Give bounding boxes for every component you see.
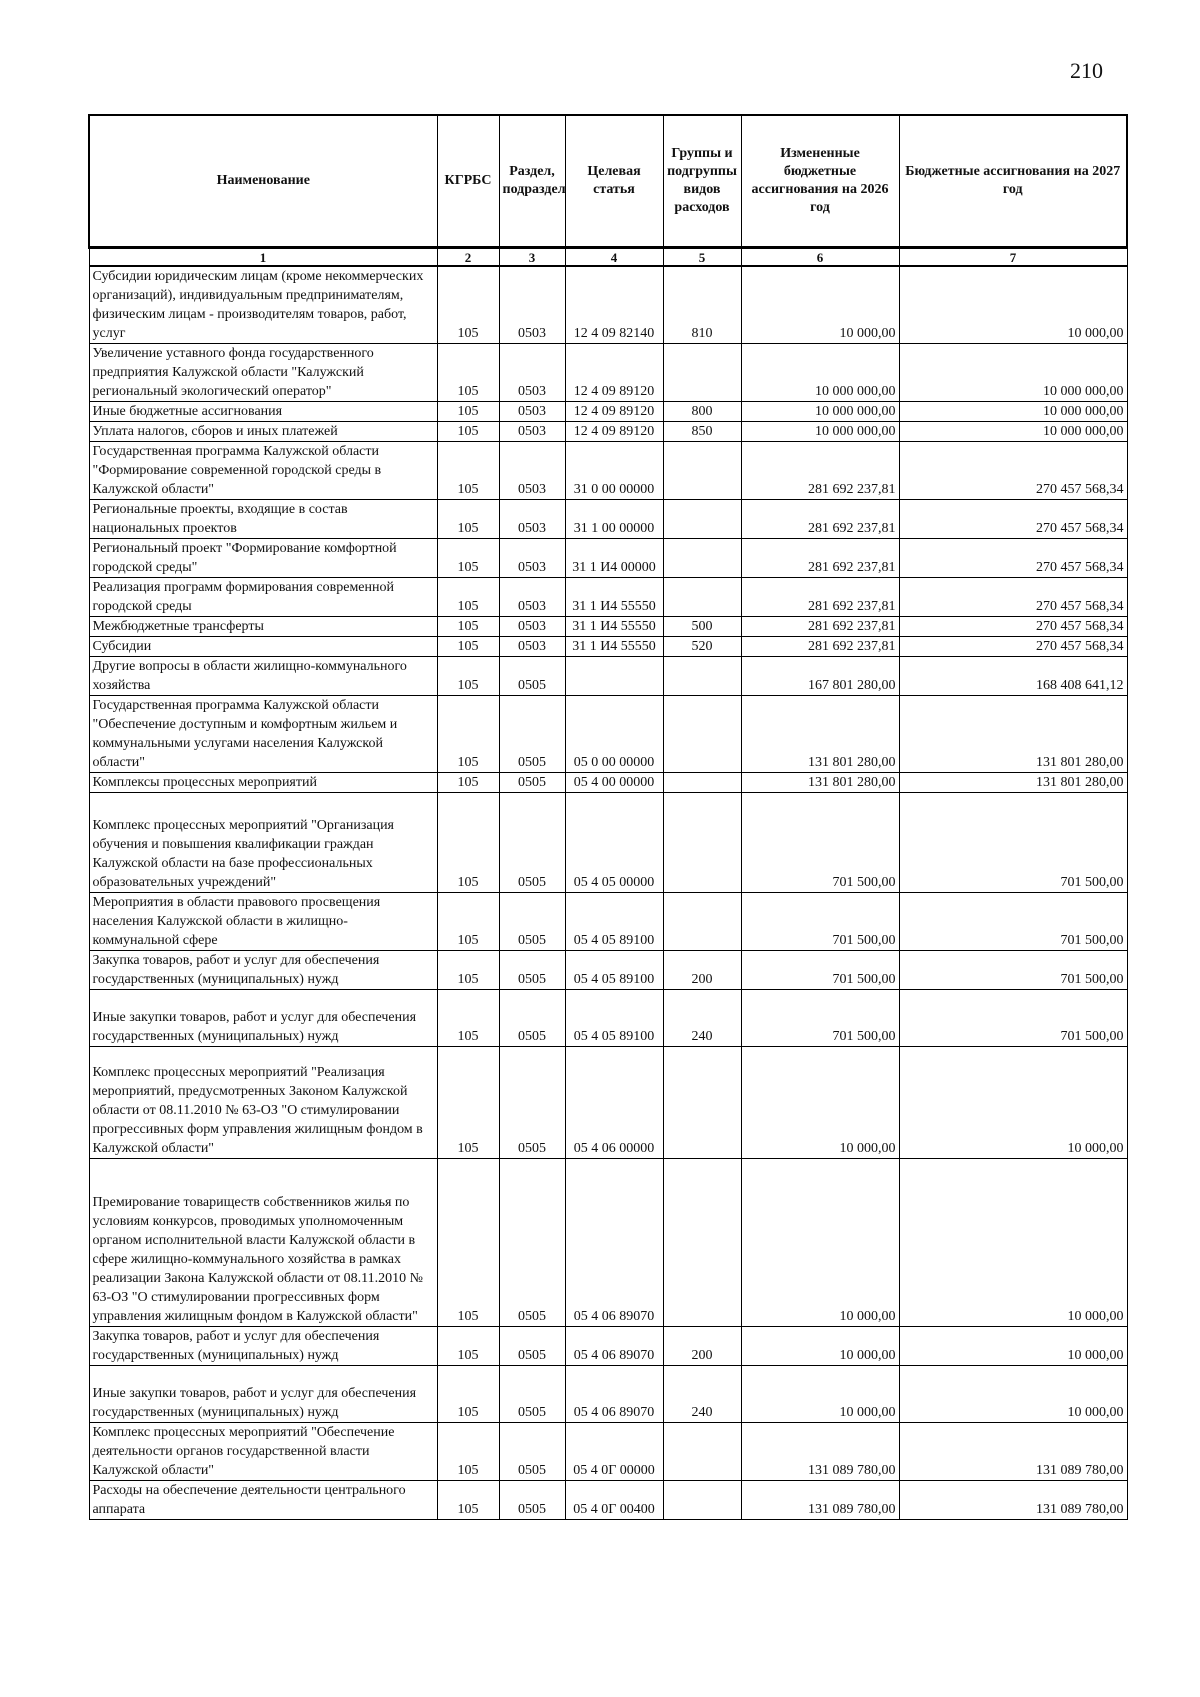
cell-expense-group [663, 657, 741, 696]
cell-amount-2027: 10 000,00 [899, 1366, 1127, 1423]
cell-amount-2026: 10 000,00 [741, 266, 899, 344]
cell-name: Реализация программ формирования современной городской среды [89, 578, 437, 617]
cell-amount-2027: 131 089 780,00 [899, 1481, 1127, 1520]
cell-name: Комплексы процессных мероприятий [89, 773, 437, 793]
cell-kgrbs: 105 [437, 793, 499, 893]
cell-name: Иные бюджетные ассигнования [89, 402, 437, 422]
cell-amount-2026: 281 692 237,81 [741, 578, 899, 617]
cell-kgrbs: 105 [437, 951, 499, 990]
table-row [89, 402, 1127, 422]
cell-name: Расходы на обеспечение деятельности центрального аппарата [89, 1481, 437, 1520]
cell-amount-2026: 131 801 280,00 [741, 696, 899, 773]
cell-amount-2026: 131 089 780,00 [741, 1481, 899, 1520]
cell-amount-2027: 701 500,00 [899, 951, 1127, 990]
table-row [89, 657, 1127, 696]
cell-expense-group [663, 344, 741, 402]
cell-kgrbs: 105 [437, 893, 499, 951]
cell-expense-group [663, 1481, 741, 1520]
column-number-row [89, 248, 1127, 267]
cell-expense-group [663, 442, 741, 500]
cell-kgrbs: 105 [437, 773, 499, 793]
cell-kgrbs: 105 [437, 657, 499, 696]
cell-amount-2027: 131 801 280,00 [899, 773, 1127, 793]
cell-kgrbs: 105 [437, 617, 499, 637]
cell-target-article: 31 1 00 00000 [565, 500, 663, 539]
cell-expense-group: 500 [663, 617, 741, 637]
cell-razdel: 0505 [499, 990, 565, 1047]
table-row [89, 773, 1127, 793]
table-body [89, 266, 1127, 1520]
cell-name: Увеличение уставного фонда государственного предприятия Калужской области "Калужский региональный экологический оператор" [89, 344, 437, 402]
cell-amount-2027: 10 000,00 [899, 1047, 1127, 1159]
column-number: 2 [437, 248, 499, 267]
cell-name: Комплекс процессных мероприятий "Обеспечение деятельности органов государственной власти Калужской области" [89, 1423, 437, 1481]
cell-name: Государственная программа Калужской области "Обеспечение доступным и комфортным жильем и коммунальными услугами населения Калужской области" [89, 696, 437, 773]
cell-kgrbs: 105 [437, 696, 499, 773]
page-number: 210 [1070, 58, 1103, 83]
cell-razdel: 0505 [499, 1366, 565, 1423]
cell-razdel: 0505 [499, 657, 565, 696]
cell-amount-2026: 701 500,00 [741, 951, 899, 990]
cell-amount-2026: 167 801 280,00 [741, 657, 899, 696]
cell-kgrbs: 105 [437, 990, 499, 1047]
cell-razdel: 0505 [499, 1047, 565, 1159]
cell-amount-2026: 131 801 280,00 [741, 773, 899, 793]
cell-razdel: 0503 [499, 442, 565, 500]
header-amount-2026: Измененные бюджетные ассигнования на 2026 год [741, 115, 899, 248]
cell-kgrbs: 105 [437, 1366, 499, 1423]
cell-amount-2027: 168 408 641,12 [899, 657, 1127, 696]
cell-amount-2026: 10 000,00 [741, 1366, 899, 1423]
table-row [89, 578, 1127, 617]
table-row [89, 344, 1127, 402]
cell-amount-2027: 10 000 000,00 [899, 344, 1127, 402]
column-number: 7 [899, 248, 1127, 267]
table-row [89, 422, 1127, 442]
cell-target-article: 05 4 05 89100 [565, 951, 663, 990]
cell-name: Закупка товаров, работ и услуг для обеспечения государственных (муниципальных) нужд [89, 951, 437, 990]
table-row [89, 442, 1127, 500]
cell-target-article: 12 4 09 89120 [565, 344, 663, 402]
cell-kgrbs: 105 [437, 500, 499, 539]
table-row [89, 617, 1127, 637]
cell-amount-2027: 10 000,00 [899, 266, 1127, 344]
cell-amount-2027: 701 500,00 [899, 893, 1127, 951]
cell-amount-2026: 10 000,00 [741, 1047, 899, 1159]
cell-razdel: 0505 [499, 951, 565, 990]
cell-razdel: 0503 [499, 266, 565, 344]
cell-amount-2027: 270 457 568,34 [899, 442, 1127, 500]
column-number: 3 [499, 248, 565, 267]
table-row [89, 1423, 1127, 1481]
cell-amount-2026: 131 089 780,00 [741, 1423, 899, 1481]
header-kgrbs: КГРБС [437, 115, 499, 248]
cell-razdel: 0505 [499, 773, 565, 793]
cell-target-article: 05 4 06 89070 [565, 1366, 663, 1423]
cell-expense-group: 240 [663, 1366, 741, 1423]
cell-target-article: 05 4 05 89100 [565, 990, 663, 1047]
cell-name: Субсидии юридическим лицам (кроме некоммерческих организаций), индивидуальным предпринимателям, физическим лицам - производителям товаров, работ, услуг [89, 266, 437, 344]
table-row [89, 893, 1127, 951]
cell-amount-2027: 270 457 568,34 [899, 578, 1127, 617]
cell-razdel: 0503 [499, 422, 565, 442]
cell-razdel: 0505 [499, 1481, 565, 1520]
column-number: 6 [741, 248, 899, 267]
column-number: 4 [565, 248, 663, 267]
cell-amount-2026: 281 692 237,81 [741, 442, 899, 500]
cell-target-article: 05 4 05 00000 [565, 793, 663, 893]
cell-kgrbs: 105 [437, 344, 499, 402]
cell-target-article: 05 4 06 00000 [565, 1047, 663, 1159]
cell-expense-group: 200 [663, 951, 741, 990]
header-expense-group: Группы и подгруппы видов расходов [663, 115, 741, 248]
cell-amount-2027: 270 457 568,34 [899, 539, 1127, 578]
cell-target-article: 31 1 И4 55550 [565, 578, 663, 617]
cell-amount-2026: 281 692 237,81 [741, 637, 899, 657]
cell-target-article: 05 4 06 89070 [565, 1327, 663, 1366]
header-name: Наименование [89, 115, 437, 248]
cell-amount-2026: 10 000 000,00 [741, 344, 899, 402]
cell-amount-2026: 10 000,00 [741, 1159, 899, 1327]
cell-expense-group [663, 1159, 741, 1327]
cell-name: Региональные проекты, входящие в состав национальных проектов [89, 500, 437, 539]
cell-target-article: 31 1 И4 55550 [565, 637, 663, 657]
cell-amount-2027: 270 457 568,34 [899, 500, 1127, 539]
cell-razdel: 0505 [499, 1423, 565, 1481]
cell-amount-2027: 131 801 280,00 [899, 696, 1127, 773]
cell-razdel: 0505 [499, 793, 565, 893]
cell-razdel: 0503 [499, 402, 565, 422]
cell-razdel: 0503 [499, 578, 565, 617]
cell-amount-2027: 701 500,00 [899, 793, 1127, 893]
cell-razdel: 0505 [499, 1159, 565, 1327]
cell-kgrbs: 105 [437, 1159, 499, 1327]
cell-amount-2027: 701 500,00 [899, 990, 1127, 1047]
cell-amount-2026: 701 500,00 [741, 990, 899, 1047]
cell-expense-group: 810 [663, 266, 741, 344]
table-row [89, 539, 1127, 578]
cell-target-article: 31 1 И4 00000 [565, 539, 663, 578]
cell-name: Уплата налогов, сборов и иных платежей [89, 422, 437, 442]
cell-kgrbs: 105 [437, 578, 499, 617]
cell-expense-group: 240 [663, 990, 741, 1047]
cell-kgrbs: 105 [437, 1047, 499, 1159]
header-amount-2027: Бюджетные ассигнования на 2027 год [899, 115, 1127, 248]
cell-name: Межбюджетные трансферты [89, 617, 437, 637]
cell-kgrbs: 105 [437, 1423, 499, 1481]
table-row [89, 990, 1127, 1047]
column-number: 1 [89, 248, 437, 267]
cell-amount-2026: 10 000 000,00 [741, 402, 899, 422]
cell-razdel: 0503 [499, 637, 565, 657]
cell-amount-2027: 10 000,00 [899, 1327, 1127, 1366]
cell-target-article: 31 0 00 00000 [565, 442, 663, 500]
cell-razdel: 0503 [499, 344, 565, 402]
table-row [89, 696, 1127, 773]
cell-name: Субсидии [89, 637, 437, 657]
cell-expense-group [663, 893, 741, 951]
cell-kgrbs: 105 [437, 422, 499, 442]
cell-target-article: 05 0 00 00000 [565, 696, 663, 773]
cell-razdel: 0503 [499, 617, 565, 637]
table-row [89, 1481, 1127, 1520]
cell-name: Другие вопросы в области жилищно-коммунального хозяйства [89, 657, 437, 696]
cell-name: Иные закупки товаров, работ и услуг для обеспечения государственных (муниципальных) нужд [89, 1366, 437, 1423]
cell-target-article: 12 4 09 89120 [565, 422, 663, 442]
cell-kgrbs: 105 [437, 539, 499, 578]
cell-amount-2027: 131 089 780,00 [899, 1423, 1127, 1481]
cell-expense-group: 520 [663, 637, 741, 657]
cell-amount-2026: 701 500,00 [741, 793, 899, 893]
budget-table [88, 114, 1128, 1520]
cell-target-article: 05 4 0Г 00400 [565, 1481, 663, 1520]
cell-name: Закупка товаров, работ и услуг для обеспечения государственных (муниципальных) нужд [89, 1327, 437, 1366]
cell-amount-2026: 281 692 237,81 [741, 500, 899, 539]
header-razdel: Раздел, подраздел [499, 115, 565, 248]
cell-expense-group [663, 773, 741, 793]
cell-target-article: 05 4 00 00000 [565, 773, 663, 793]
cell-amount-2026: 281 692 237,81 [741, 539, 899, 578]
cell-expense-group [663, 696, 741, 773]
cell-amount-2027: 10 000,00 [899, 1159, 1127, 1327]
cell-name: Премирование товариществ собственников жилья по условиям конкурсов, проводимых уполномоченным органом исполнительной власти Калужской области в сфере жилищно-коммунального хозяйства в рамках реализации Закона Калужской области от 08.11.2010 № 63-ОЗ "О стимулировании прогрессивных форм управления жилищным фондом в Калужской области" [89, 1159, 437, 1327]
cell-kgrbs: 105 [437, 266, 499, 344]
cell-expense-group [663, 793, 741, 893]
table-row [89, 266, 1127, 344]
cell-target-article: 05 4 0Г 00000 [565, 1423, 663, 1481]
table-row [89, 637, 1127, 657]
cell-name: Комплекс процессных мероприятий "Реализация мероприятий, предусмотренных Законом Калужской области от 08.11.2010 № 63-ОЗ "О стимулировании прогрессивных форм управления жилищным фондом в Калужской области" [89, 1047, 437, 1159]
cell-name: Комплекс процессных мероприятий "Организация обучения и повышения квалификации граждан Калужской области на базе профессиональных образовательных учреждений" [89, 793, 437, 893]
cell-expense-group [663, 539, 741, 578]
cell-amount-2026: 10 000,00 [741, 1327, 899, 1366]
cell-target-article: 12 4 09 82140 [565, 266, 663, 344]
cell-amount-2027: 270 457 568,34 [899, 637, 1127, 657]
cell-expense-group [663, 1423, 741, 1481]
cell-expense-group: 800 [663, 402, 741, 422]
header-row [89, 115, 1127, 248]
cell-name: Государственная программа Калужской области "Формирование современной городской среды в Калужской области" [89, 442, 437, 500]
cell-kgrbs: 105 [437, 1481, 499, 1520]
cell-razdel: 0503 [499, 539, 565, 578]
header-target-article: Целевая статья [565, 115, 663, 248]
cell-amount-2026: 10 000 000,00 [741, 422, 899, 442]
cell-kgrbs: 105 [437, 402, 499, 422]
cell-expense-group [663, 578, 741, 617]
cell-razdel: 0505 [499, 1327, 565, 1366]
cell-name: Мероприятия в области правового просвещения населения Калужской области в жилищно-коммунальной сфере [89, 893, 437, 951]
table-row [89, 500, 1127, 539]
table-row [89, 1159, 1127, 1327]
cell-amount-2027: 10 000 000,00 [899, 422, 1127, 442]
table-row [89, 1366, 1127, 1423]
cell-amount-2027: 10 000 000,00 [899, 402, 1127, 422]
cell-target-article [565, 657, 663, 696]
cell-target-article: 31 1 И4 55550 [565, 617, 663, 637]
cell-target-article: 05 4 05 89100 [565, 893, 663, 951]
cell-target-article: 12 4 09 89120 [565, 402, 663, 422]
cell-amount-2026: 281 692 237,81 [741, 617, 899, 637]
table-row [89, 1047, 1127, 1159]
cell-kgrbs: 105 [437, 1327, 499, 1366]
cell-amount-2026: 701 500,00 [741, 893, 899, 951]
cell-kgrbs: 105 [437, 637, 499, 657]
cell-kgrbs: 105 [437, 442, 499, 500]
cell-expense-group: 850 [663, 422, 741, 442]
cell-amount-2027: 270 457 568,34 [899, 617, 1127, 637]
cell-name: Региональный проект "Формирование комфортной городской среды" [89, 539, 437, 578]
table-row [89, 951, 1127, 990]
cell-razdel: 0505 [499, 893, 565, 951]
table-row [89, 793, 1127, 893]
cell-expense-group [663, 1047, 741, 1159]
table-row [89, 1327, 1127, 1366]
cell-name: Иные закупки товаров, работ и услуг для обеспечения государственных (муниципальных) нужд [89, 990, 437, 1047]
cell-razdel: 0503 [499, 500, 565, 539]
cell-razdel: 0505 [499, 696, 565, 773]
cell-expense-group [663, 500, 741, 539]
column-number: 5 [663, 248, 741, 267]
cell-target-article: 05 4 06 89070 [565, 1159, 663, 1327]
cell-expense-group: 200 [663, 1327, 741, 1366]
